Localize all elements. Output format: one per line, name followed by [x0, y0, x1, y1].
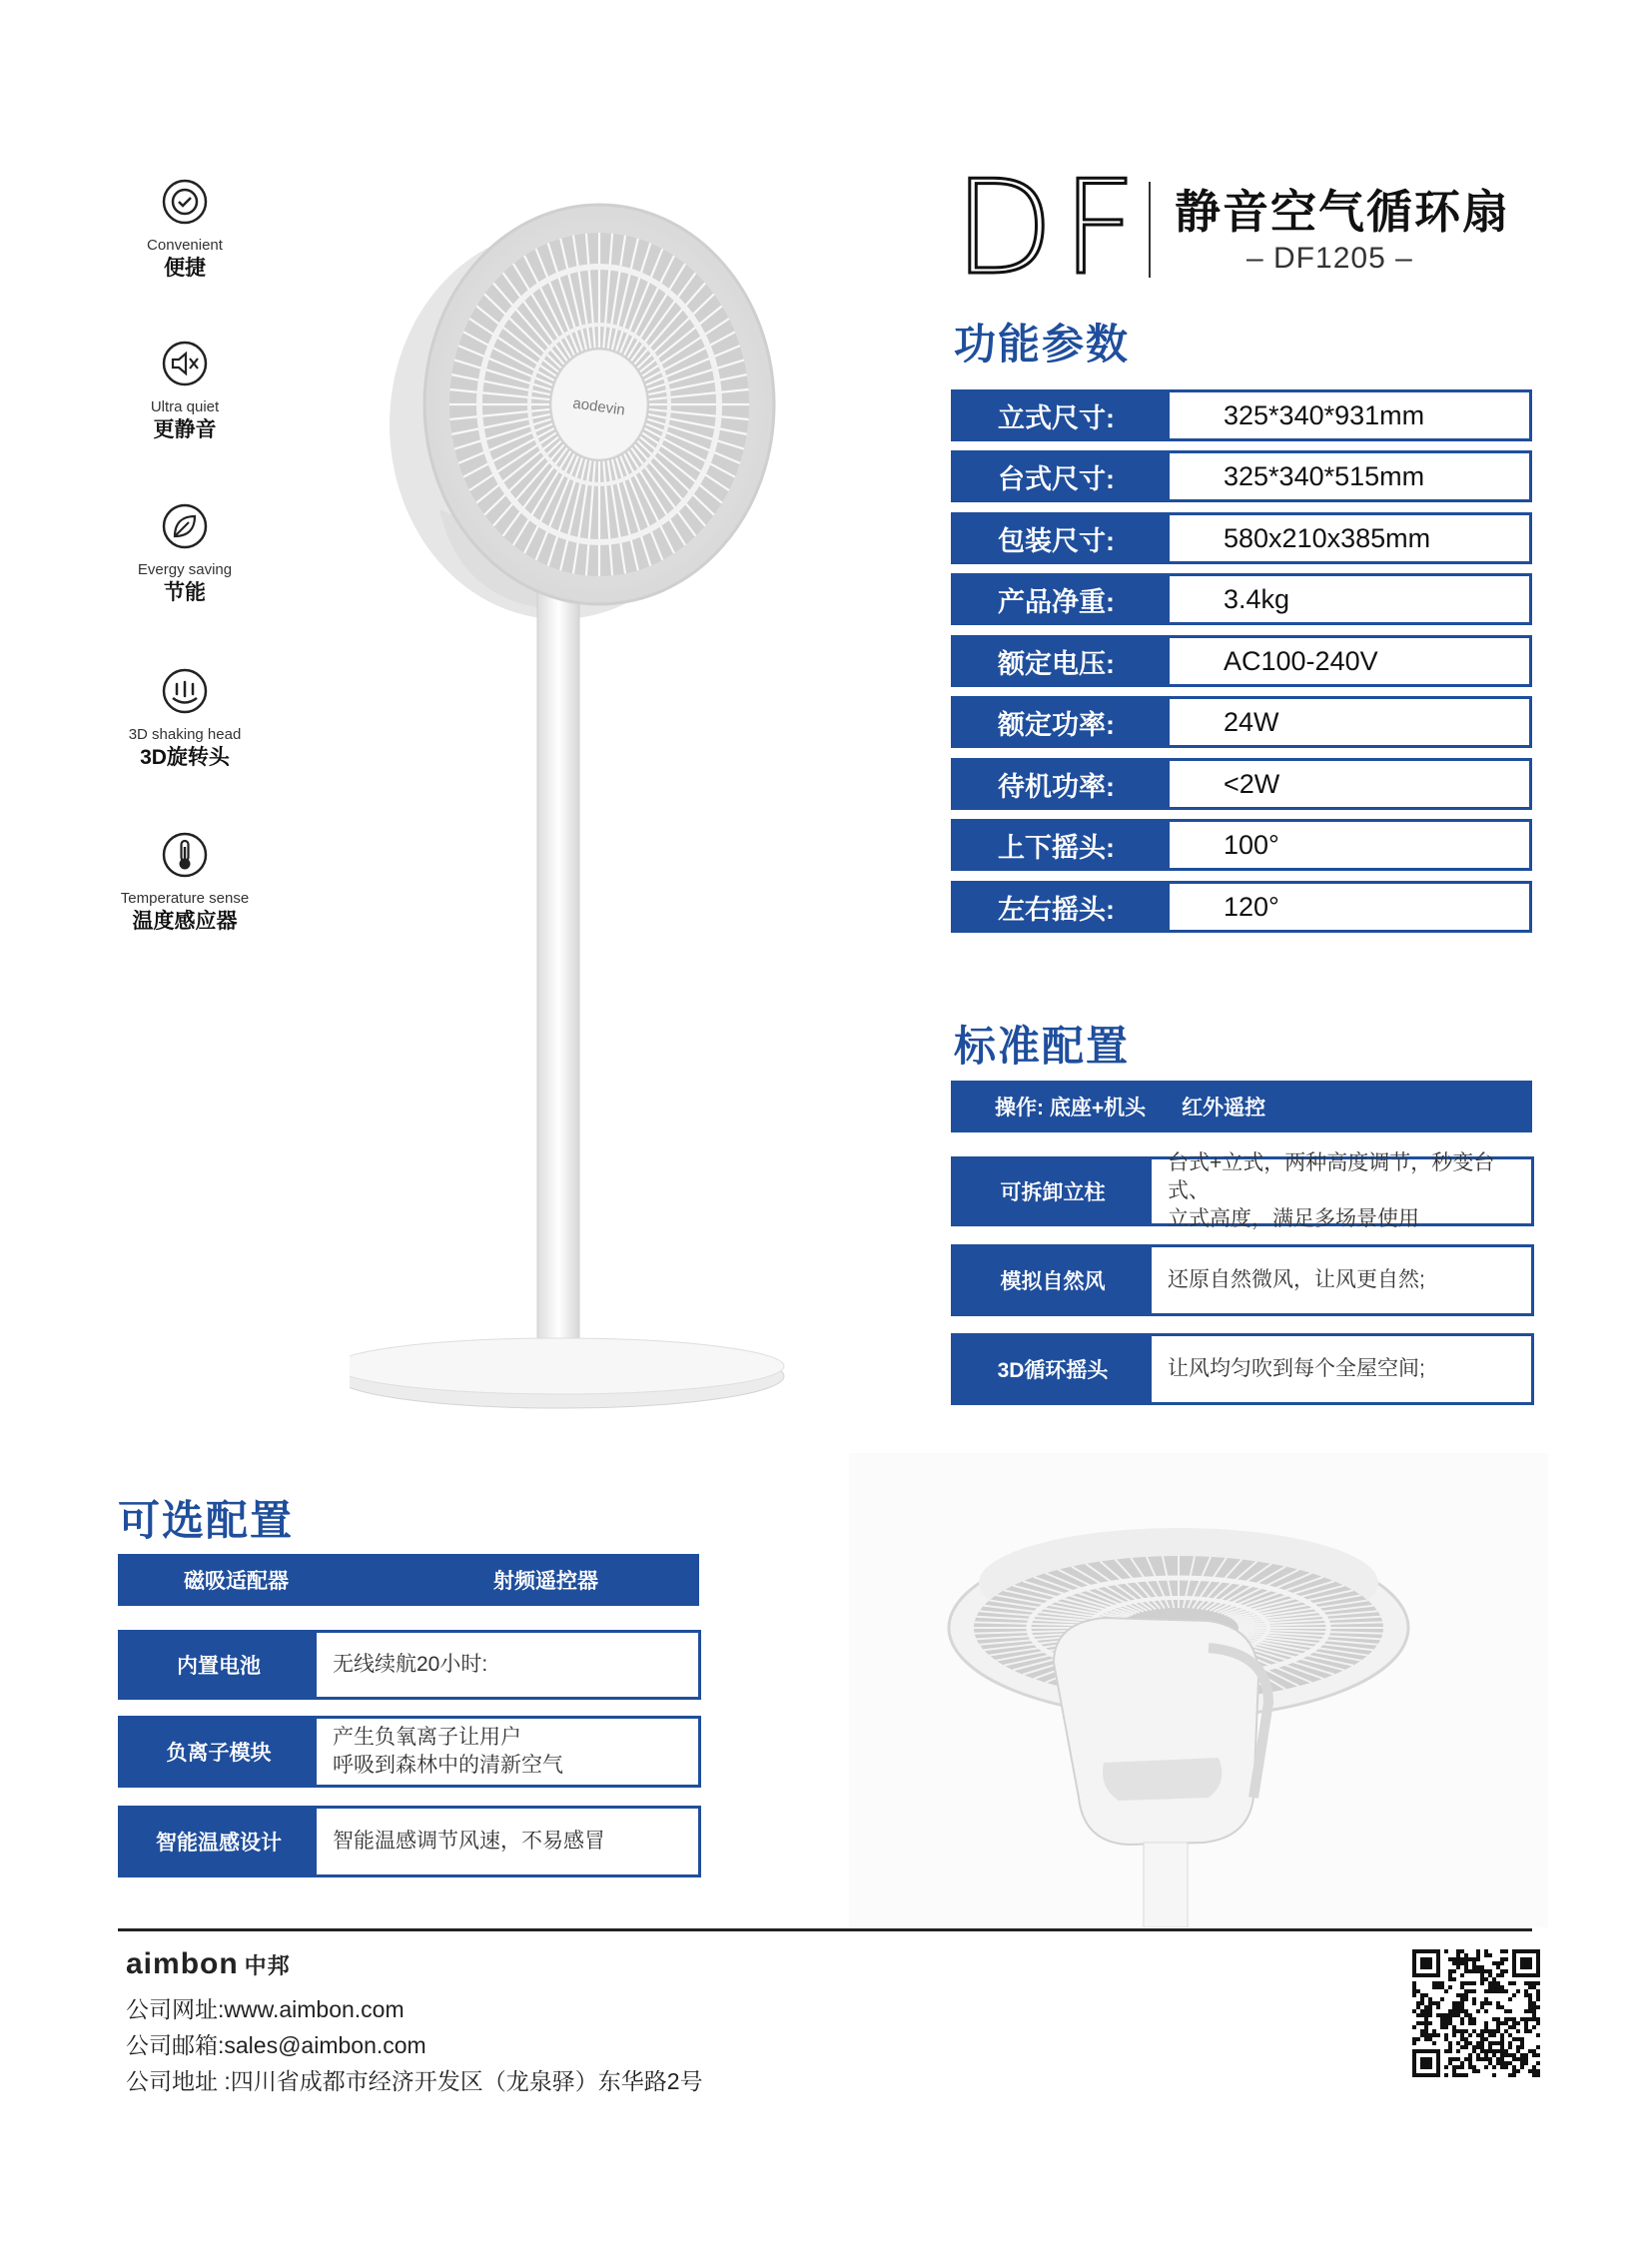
feature-cn-label: 便捷 — [164, 257, 206, 280]
logo-en: aimbon — [126, 1947, 239, 1980]
feature-en-label: Temperature sense — [120, 890, 250, 907]
company-logo — [126, 1947, 291, 1981]
spec-label: 额定功率: — [954, 699, 1170, 745]
standing-fan-image — [350, 180, 829, 1428]
optional-bar-item: 射频遥控器 — [493, 1570, 598, 1593]
feature-en-label: 3D shaking head — [128, 726, 242, 743]
feature-3d-shaking-head — [100, 667, 270, 772]
energy-saving-icon — [161, 502, 209, 550]
fan-brand-text: aodevin — [571, 394, 626, 419]
config-line: 台式+立式，两种高度调节，秒变台式、 — [1168, 1151, 1495, 1202]
config-line: 还原自然微风，让风更自然; — [1168, 1268, 1425, 1291]
ultra-quiet-icon — [161, 340, 209, 387]
feature-en-label: Ultra quiet — [150, 398, 220, 415]
spec-value: 100° — [1224, 829, 1279, 860]
spec-value: 3.4kg — [1224, 583, 1290, 614]
spec-value: 580x210x385mm — [1224, 522, 1431, 553]
spec-row — [951, 512, 1532, 564]
convenient-icon — [161, 178, 209, 226]
optional-bar-item: 磁吸适配器 — [184, 1570, 289, 1593]
logo-cn: 中邦 — [244, 1953, 291, 1978]
feature-cn-label: 温度感应器 — [132, 910, 238, 933]
spec-value: 24W — [1224, 706, 1279, 737]
spec-value: 325*340*515mm — [1224, 460, 1425, 491]
config-value — [317, 1633, 698, 1697]
config-label: 可拆卸立柱 — [954, 1159, 1152, 1223]
config-label: 智能温感设计 — [121, 1809, 317, 1874]
spec-label: 上下摇头: — [954, 822, 1170, 868]
feature-convenient — [100, 178, 270, 283]
spec-label: 额定电压: — [954, 638, 1170, 684]
standard-config-heading: 标准配置 — [954, 1023, 1131, 1070]
product-model: – DF1205 – — [1246, 242, 1413, 275]
spec-label: 包装尺寸: — [954, 515, 1170, 561]
optional-config-row — [118, 1630, 701, 1700]
spec-label: 产品净重: — [954, 576, 1170, 622]
standard-config-row — [951, 1244, 1534, 1316]
optional-config-bar — [118, 1554, 699, 1606]
config-value — [1152, 1336, 1531, 1402]
company-website: 公司网址:www.aimbon.com — [126, 1996, 405, 2022]
config-value — [1152, 1151, 1531, 1230]
spec-value: 120° — [1224, 891, 1279, 922]
spec-value: 325*340*931mm — [1224, 399, 1425, 430]
config-label: 3D循环摇头 — [954, 1336, 1152, 1402]
standard-bar-item: 操作: 底座+机头 — [995, 1097, 1147, 1120]
3d-shaking-head-icon — [161, 667, 209, 715]
feature-en-label: Convenient — [147, 237, 223, 254]
qr-code-icon — [1408, 1945, 1544, 2081]
temperature-sense-icon — [161, 831, 209, 879]
header-divider — [1149, 182, 1151, 278]
config-value — [1152, 1247, 1531, 1313]
config-label: 负离子模块 — [121, 1719, 317, 1785]
spec-row — [951, 573, 1532, 625]
footer-divider — [118, 1928, 1532, 1931]
feature-cn-label: 节能 — [164, 581, 206, 604]
config-line: 智能温感调节风速，不易感冒 — [333, 1830, 605, 1853]
optional-config-heading: 可选配置 — [118, 1497, 295, 1544]
spec-row — [951, 881, 1532, 933]
spec-row — [951, 450, 1532, 502]
optional-config-row — [118, 1806, 701, 1877]
config-label: 模拟自然风 — [954, 1247, 1152, 1313]
config-value — [317, 1719, 698, 1785]
config-line: 无线续航20小时: — [333, 1653, 488, 1676]
spec-value: AC100-240V — [1224, 645, 1378, 676]
spec-row — [951, 758, 1532, 810]
series-logo: DF — [954, 152, 1145, 304]
company-address: 公司地址 :四川省成都市经济开发区（龙泉驿）东华路2号 — [126, 2068, 703, 2094]
config-line: 让风均匀吹到每个全屋空间; — [1168, 1357, 1425, 1380]
standard-bar-item: 红外遥控 — [1182, 1097, 1266, 1120]
config-line: 产生负氧离子让用户 — [333, 1726, 521, 1749]
spec-label: 待机功率: — [954, 761, 1170, 807]
spec-value: <2W — [1224, 768, 1280, 799]
product-title: 静音空气循环扇 — [1175, 186, 1510, 238]
spec-label: 台式尺寸: — [954, 453, 1170, 499]
config-label: 内置电池 — [121, 1633, 317, 1697]
config-line: 呼吸到森林中的清新空气 — [333, 1754, 563, 1777]
function-params-heading: 功能参数 — [954, 321, 1131, 368]
standard-config-row — [951, 1333, 1534, 1405]
spec-row — [951, 635, 1532, 687]
company-email: 公司邮箱:sales@aimbon.com — [126, 2032, 426, 2058]
standard-config-bar — [951, 1081, 1532, 1132]
optional-config-row — [118, 1716, 701, 1788]
fan-head-closeup-image — [849, 1453, 1548, 1927]
config-value — [317, 1809, 698, 1874]
spec-label: 立式尺寸: — [954, 392, 1170, 438]
standard-config-row — [951, 1151, 1534, 1230]
config-line: 立式高度，满足多场景使用 — [1168, 1207, 1419, 1230]
spec-label: 左右摇头: — [954, 884, 1170, 930]
feature-cn-label: 3D旋转头 — [140, 746, 230, 769]
feature-cn-label: 更静音 — [153, 418, 217, 441]
feature-temperature-sense — [100, 831, 270, 936]
feature-energy-saving — [100, 502, 270, 607]
feature-en-label: Evergy saving — [137, 561, 233, 578]
spec-row — [951, 819, 1532, 871]
spec-row — [951, 389, 1532, 441]
feature-ultra-quiet — [100, 340, 270, 444]
spec-row — [951, 696, 1532, 748]
